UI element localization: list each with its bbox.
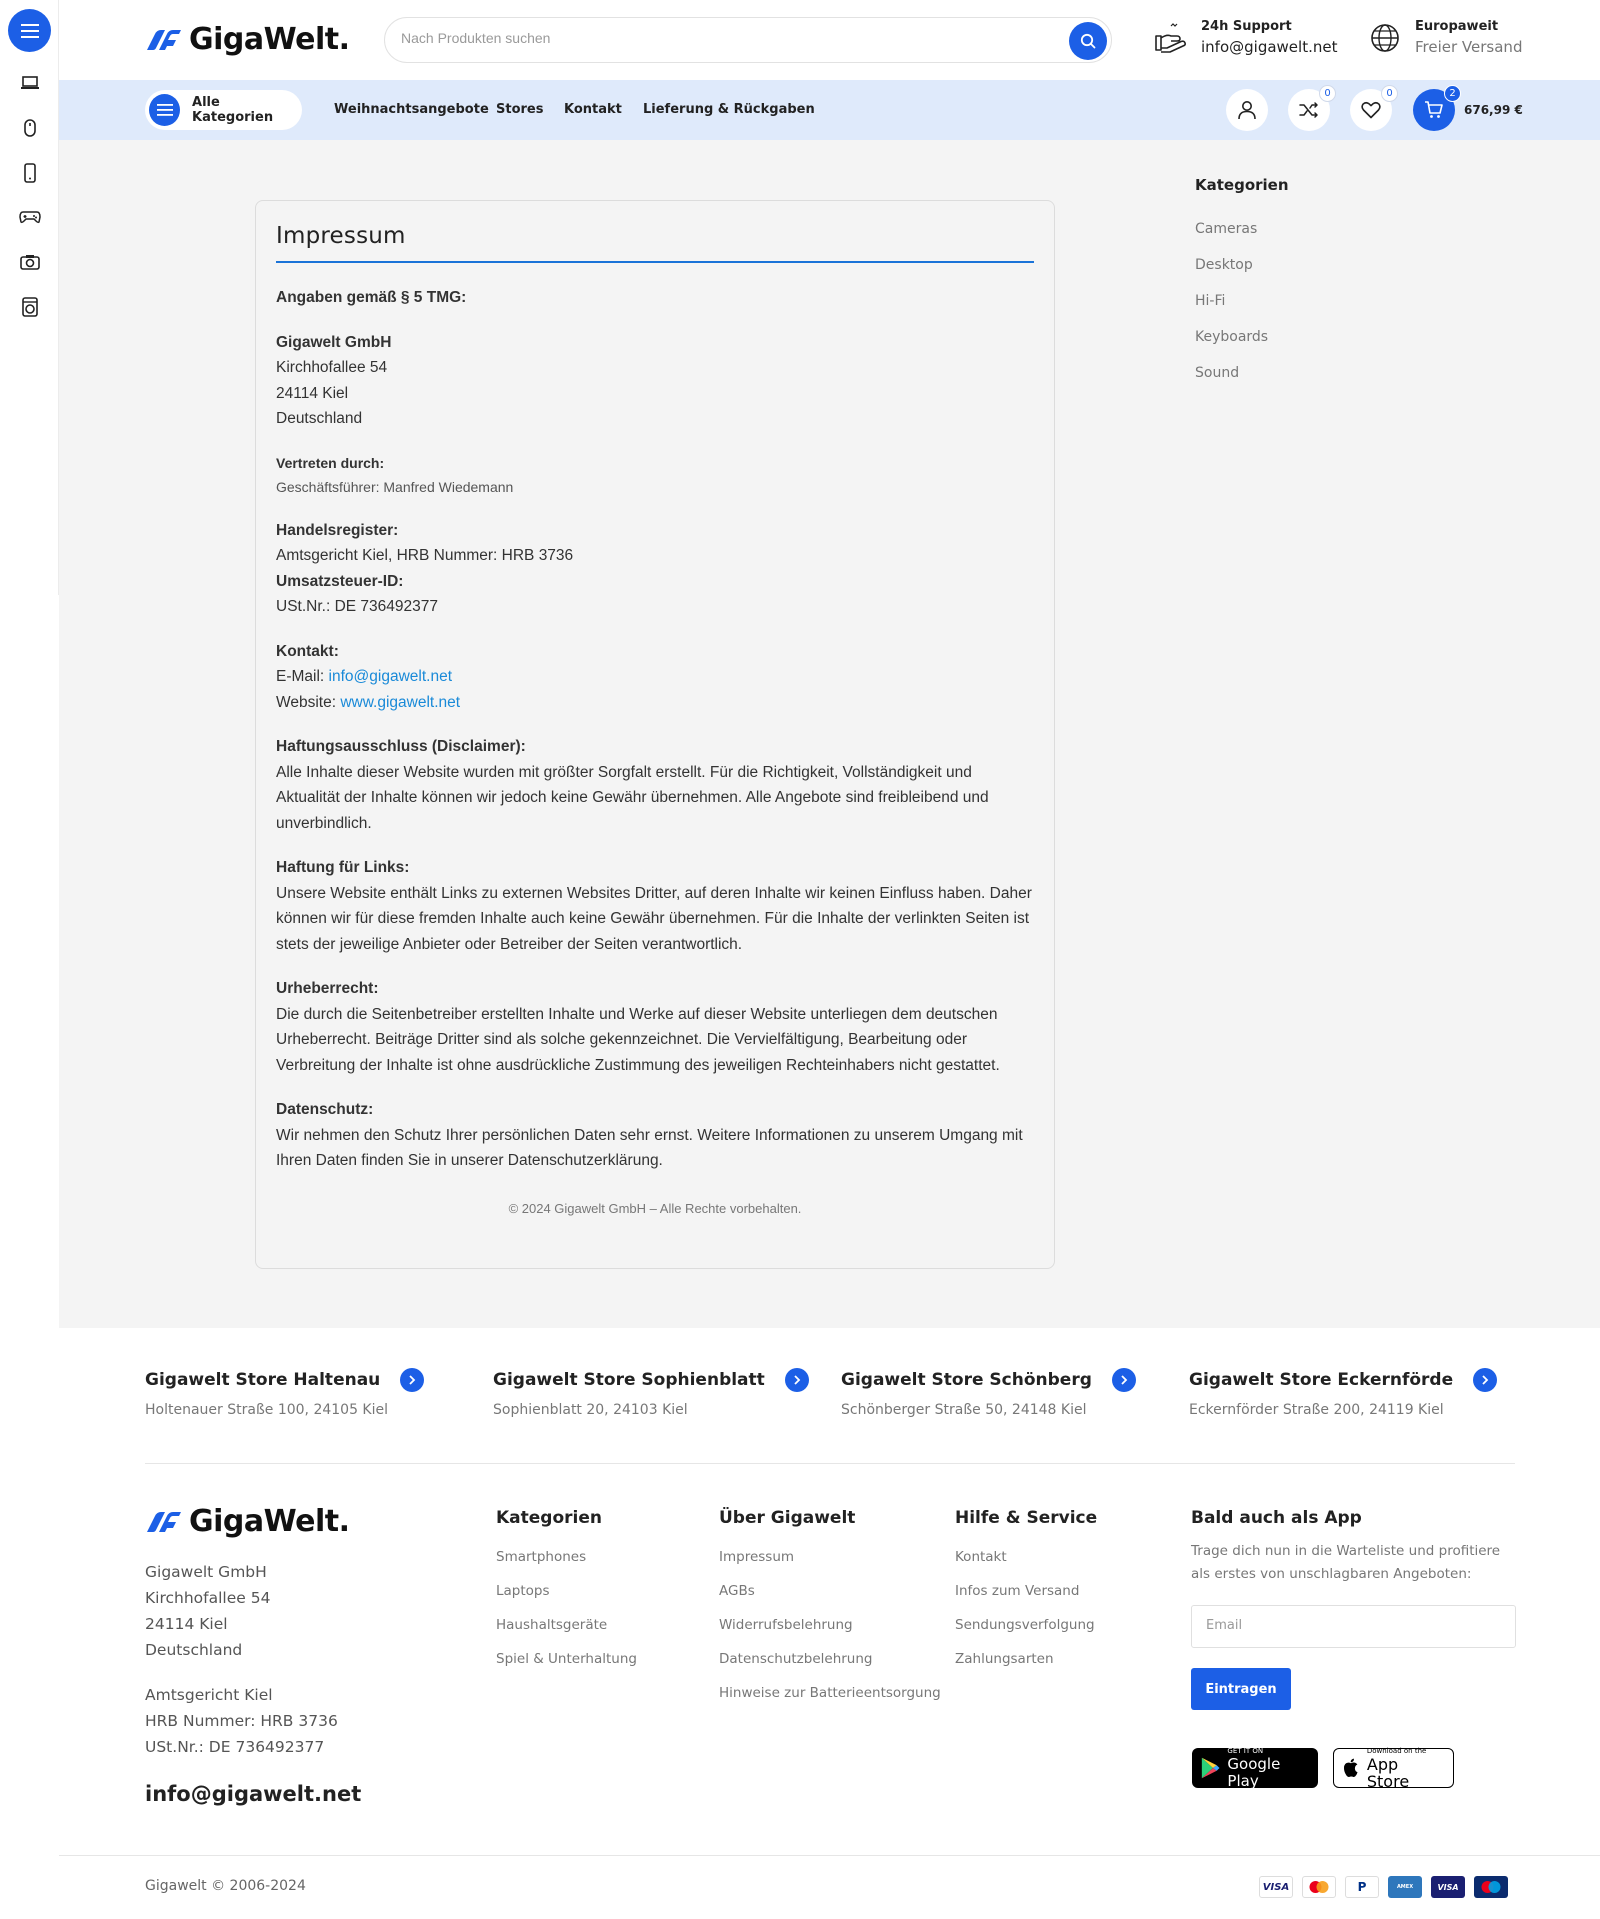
stores-row bbox=[59, 1328, 1600, 1464]
company-street: Kirchhofallee 54 bbox=[276, 359, 388, 376]
compare-button[interactable] bbox=[1288, 89, 1330, 131]
store-name: Gigawelt Store Eckernförde bbox=[1189, 1370, 1454, 1390]
app-signup-text: Trage dich nun in die Warteliste und profitiere als erstes von unschlagbaren Angeboten: bbox=[1191, 1543, 1501, 1582]
sidebar-title: Kategorien bbox=[1195, 176, 1289, 194]
shuffle-icon bbox=[1299, 101, 1319, 119]
arrow-right-icon[interactable] bbox=[1473, 1368, 1497, 1392]
logo-text: GigaWelt. bbox=[189, 22, 350, 57]
nav-kontakt[interactable]: Kontakt bbox=[564, 102, 622, 117]
footer-company bbox=[145, 1504, 361, 1806]
logo-mark-icon bbox=[145, 28, 183, 52]
shipping-sub: Freier Versand bbox=[1415, 38, 1523, 56]
apple-icon bbox=[1342, 1757, 1360, 1779]
footer-street: Kirchhofallee 54 bbox=[145, 1589, 271, 1607]
footer-link[interactable]: Laptops bbox=[496, 1583, 550, 1599]
copyright-text: Die durch die Seitenbetreiber erstellten Inhalte und Werke auf dieser Website unterliegen dem deutschen Urheberrecht. Beiträge Dritter sind als solche gekennzeichnet. Die Vervielfältigung, Bearbeitung oder Verbreitung der Inhalte ist ohne ausdrückliche Zustimmung des jeweiligen Rechteinhabers nicht gestattet. bbox=[276, 1005, 1000, 1074]
footer-link[interactable]: Sendungsverfolgung bbox=[955, 1617, 1095, 1633]
google-play-icon bbox=[1200, 1756, 1220, 1780]
all-categories-button[interactable] bbox=[145, 90, 302, 130]
amex-icon: AMEX bbox=[1388, 1876, 1422, 1898]
wishlist-button[interactable] bbox=[1350, 89, 1392, 131]
user-icon bbox=[1237, 100, 1257, 120]
contact-label: Kontakt: bbox=[276, 642, 339, 660]
logo[interactable] bbox=[145, 22, 350, 57]
footer-col-title: Kategorien bbox=[496, 1508, 602, 1528]
wishlist-count-badge: 0 bbox=[1381, 85, 1398, 102]
footer-link[interactable]: Hinweise zur Batterieentsorgung bbox=[719, 1685, 941, 1701]
category-rail bbox=[0, 0, 59, 595]
company-name: Gigawelt GmbH bbox=[276, 333, 392, 351]
maestro-icon bbox=[1474, 1876, 1508, 1898]
sidebar-item-desktop[interactable]: Desktop bbox=[1195, 257, 1253, 273]
newsletter-email-input[interactable] bbox=[1206, 1618, 1496, 1633]
store-name: Gigawelt Store Schönberg bbox=[841, 1370, 1092, 1390]
footer-col-about bbox=[719, 1508, 941, 1710]
newsletter-email-field bbox=[1191, 1605, 1516, 1648]
logo-mark-icon bbox=[145, 1510, 183, 1534]
company-city: 24114 Kiel bbox=[276, 384, 349, 402]
arrow-right-icon[interactable] bbox=[1112, 1368, 1136, 1392]
store-card[interactable] bbox=[145, 1368, 424, 1418]
company-country: Deutschland bbox=[276, 410, 363, 427]
cart-button[interactable] bbox=[1413, 89, 1455, 131]
footer-court: Amtsgericht Kiel bbox=[145, 1686, 273, 1704]
footer-bottom-bar bbox=[59, 1856, 1600, 1919]
copyright-label: Urheberrecht: bbox=[276, 980, 379, 997]
footer-link[interactable]: Infos zum Versand bbox=[955, 1583, 1080, 1599]
store-card[interactable] bbox=[493, 1368, 809, 1418]
disclaimer-text: Alle Inhalte dieser Website wurden mit größter Sorgfalt erstellt. Für die Richtigkeit, Vollständigkeit und Aktualität der Inhalte können wir jedoch keine Gewähr übernehmen. Alle Angebote sind freibleibend und unverbindlich. bbox=[276, 763, 989, 832]
google-play-small: GET IT ON bbox=[1227, 1746, 1264, 1755]
mastercard-icon bbox=[1302, 1876, 1336, 1898]
app-store-label: App Store bbox=[1366, 1754, 1410, 1791]
gamepad-icon bbox=[19, 210, 41, 224]
menu-icon bbox=[149, 94, 180, 126]
app-store-badge[interactable] bbox=[1333, 1746, 1454, 1791]
support-title: 24h Support bbox=[1201, 19, 1292, 34]
rep-value: Geschäftsführer: Manfred Wiedemann bbox=[276, 478, 514, 495]
logo-text: GigaWelt. bbox=[189, 1504, 350, 1539]
footer-link[interactable]: AGBs bbox=[719, 1583, 755, 1599]
footer-link[interactable]: Impressum bbox=[719, 1549, 795, 1565]
footer-link[interactable]: Smartphones bbox=[496, 1549, 587, 1565]
account-button[interactable] bbox=[1226, 89, 1268, 131]
sidebar-item-sound[interactable]: Sound bbox=[1195, 365, 1240, 381]
website-link[interactable]: www.gigawelt.net bbox=[340, 693, 461, 711]
footer-vat: USt.Nr.: DE 736492377 bbox=[145, 1738, 325, 1756]
arrow-right-icon[interactable] bbox=[785, 1368, 809, 1392]
footer-link[interactable]: Kontakt bbox=[955, 1549, 1007, 1565]
footer-country: Deutschland bbox=[145, 1641, 243, 1659]
globe-icon bbox=[1365, 18, 1405, 58]
register-label: Handelsregister: bbox=[276, 521, 399, 539]
cart-icon bbox=[1424, 101, 1444, 119]
support-info bbox=[1151, 18, 1337, 58]
disclaimer-label: Haftungsausschluss (Disclaimer): bbox=[276, 738, 526, 755]
footer-col-categories bbox=[496, 1508, 637, 1676]
footer-company-name: Gigawelt GmbH bbox=[145, 1563, 267, 1581]
footer-link[interactable]: Haushaltsgeräte bbox=[496, 1617, 608, 1633]
website-prefix: Website: bbox=[276, 693, 341, 711]
store-address: Holtenauer Straße 100, 24105 Kiel bbox=[145, 1402, 389, 1418]
register-value: Amtsgericht Kiel, HRB Nummer: HRB 3736 bbox=[276, 547, 574, 564]
all-categories-label: Alle Kategorien bbox=[192, 95, 274, 125]
store-card[interactable] bbox=[1189, 1368, 1497, 1418]
rail-mouse[interactable] bbox=[17, 115, 43, 141]
shipping-info bbox=[1365, 18, 1522, 58]
privacy-text: Wir nehmen den Schutz Ihrer persönlichen Daten sehr ernst. Weitere Informationen zu unserem Umgang mit Ihren Daten finden Sie in unserer Datenschutzerklärung. bbox=[276, 1126, 1023, 1169]
footer-app-signup bbox=[1191, 1508, 1521, 1710]
store-address: Eckernförder Straße 200, 24119 Kiel bbox=[1189, 1402, 1444, 1418]
vat-label: Umsatzsteuer-ID: bbox=[276, 572, 404, 590]
cart-total[interactable]: 676,99 € bbox=[1464, 103, 1523, 117]
site-footer bbox=[59, 1464, 1600, 1855]
footer-col-title: Bald auch als App bbox=[1191, 1508, 1362, 1528]
nav-stores[interactable]: Stores bbox=[496, 102, 544, 117]
email-prefix: E-Mail: bbox=[276, 668, 329, 685]
paypal-icon: P bbox=[1345, 1876, 1379, 1898]
shipping-title: Europaweit bbox=[1415, 19, 1499, 34]
footer-email[interactable]: info@gigawelt.net bbox=[145, 1782, 362, 1806]
email-link[interactable]: info@gigawelt.net bbox=[328, 668, 452, 685]
rail-phone[interactable] bbox=[17, 160, 43, 186]
search-bar bbox=[384, 17, 1112, 63]
impressum-footnote: © 2024 Gigawelt GmbH – Alle Rechte vorbehalten. bbox=[508, 1200, 802, 1216]
phone-icon bbox=[24, 163, 36, 183]
nav-weihnachtsangebote[interactable]: Weihnachtsangebote bbox=[334, 102, 489, 117]
impressum-intro: Angaben gemäß § 5 TMG: bbox=[276, 289, 467, 306]
sidebar-item-cameras[interactable]: Cameras bbox=[1195, 221, 1258, 237]
main-content bbox=[59, 140, 1600, 1328]
rail-laptop[interactable] bbox=[17, 70, 43, 96]
footer-link[interactable]: Datenschutzbelehrung bbox=[719, 1651, 873, 1667]
support-hand-icon bbox=[1151, 18, 1191, 58]
footer-city: 24114 Kiel bbox=[145, 1615, 228, 1633]
cart-count-badge: 2 bbox=[1444, 85, 1461, 102]
rep-label: Vertreten durch: bbox=[276, 454, 385, 471]
footer-col-title: Hilfe & Service bbox=[955, 1508, 1098, 1528]
footer-col-help bbox=[955, 1508, 1097, 1676]
search-button[interactable] bbox=[1069, 22, 1107, 60]
camera-icon bbox=[20, 254, 40, 270]
search-input[interactable] bbox=[401, 30, 1001, 46]
store-card[interactable] bbox=[841, 1368, 1136, 1418]
store-name: Gigawelt Store Haltenau bbox=[145, 1370, 381, 1390]
rail-camera[interactable] bbox=[17, 249, 43, 275]
footer-link[interactable]: Widerrufsbelehrung bbox=[719, 1617, 853, 1633]
links-text: Unsere Website enthält Links zu externen Websites Dritter, auf deren Inhalte wir keinen Einfluss haben. Daher können wir für diese fremden Inhalte auch keine Gewähr übernehmen. Für die Inhalte der verlinkten Seiten ist stets der jeweilige Anbieter oder Betreiber der Seiten verantwortlich. bbox=[276, 884, 1032, 953]
rail-gaming[interactable] bbox=[17, 204, 43, 230]
category-sidebar bbox=[1195, 176, 1289, 391]
main-nav bbox=[59, 80, 1600, 140]
compare-count-badge: 0 bbox=[1319, 85, 1336, 102]
search-icon bbox=[1080, 33, 1096, 49]
support-email[interactable]: info@gigawelt.net bbox=[1201, 38, 1338, 56]
sidebar-item-keyboards[interactable]: Keyboards bbox=[1195, 329, 1269, 345]
washing-machine-icon bbox=[22, 297, 38, 317]
footer-col-title: Über Gigawelt bbox=[719, 1508, 856, 1528]
impressum-card bbox=[255, 200, 1055, 1269]
impressum-body bbox=[276, 285, 1034, 1221]
rail-appliances[interactable] bbox=[17, 294, 43, 320]
visa-electron-icon: VISA bbox=[1431, 1876, 1465, 1898]
laptop-icon bbox=[20, 75, 40, 91]
visa-icon: VISA bbox=[1259, 1876, 1293, 1898]
google-play-badge[interactable] bbox=[1192, 1748, 1318, 1788]
arrow-right-icon[interactable] bbox=[400, 1368, 424, 1392]
privacy-label: Datenschutz: bbox=[276, 1101, 374, 1118]
menu-icon bbox=[21, 24, 39, 38]
app-store-small: Download on the bbox=[1366, 1746, 1427, 1755]
heart-icon bbox=[1361, 101, 1381, 119]
rail-menu-button[interactable] bbox=[8, 9, 51, 52]
footer-link[interactable]: Spiel & Unterhaltung bbox=[496, 1651, 637, 1667]
google-play-label: Google Play bbox=[1227, 1754, 1281, 1790]
nav-lieferung[interactable]: Lieferung & Rückgaben bbox=[643, 102, 815, 117]
mouse-icon bbox=[24, 119, 36, 137]
store-address: Sophienblatt 20, 24103 Kiel bbox=[493, 1402, 688, 1418]
site-header bbox=[59, 0, 1600, 80]
signup-button[interactable]: Eintragen bbox=[1191, 1668, 1291, 1710]
store-name: Gigawelt Store Sophienblatt bbox=[493, 1370, 765, 1390]
footer-hrb: HRB Nummer: HRB 3736 bbox=[145, 1712, 338, 1730]
footer-link[interactable]: Zahlungsarten bbox=[955, 1651, 1054, 1667]
copyright-text: Gigawelt © 2006-2024 bbox=[145, 1878, 306, 1894]
links-label: Haftung für Links: bbox=[276, 859, 410, 876]
vat-value: USt.Nr.: DE 736492377 bbox=[276, 598, 438, 615]
footer-logo[interactable] bbox=[145, 1504, 361, 1539]
store-address: Schönberger Straße 50, 24148 Kiel bbox=[841, 1402, 1087, 1418]
sidebar-item-hifi[interactable]: Hi-Fi bbox=[1195, 293, 1226, 309]
page-title: Impressum bbox=[276, 223, 1034, 263]
